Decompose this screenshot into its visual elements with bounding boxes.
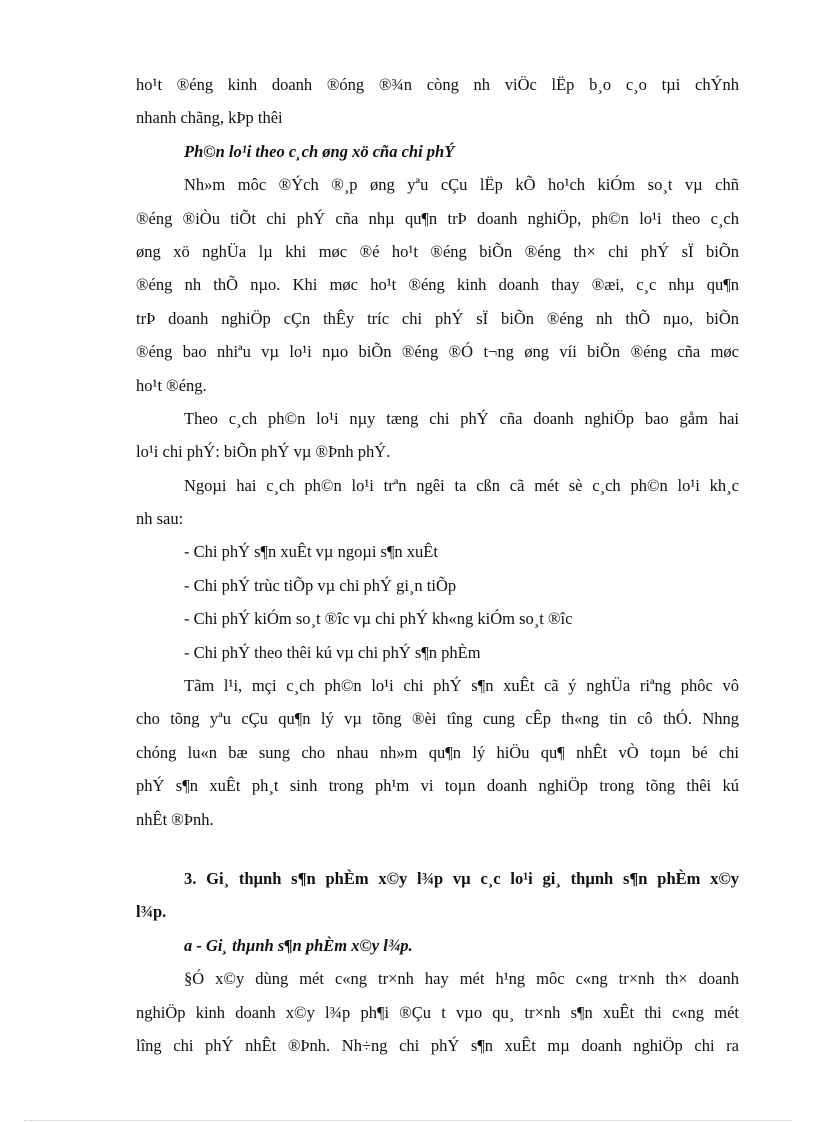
paragraph-line: Nh»m môc ®Ých ®¸p øng yªu cÇu lËp kÕ ho¹ch kiÓm so¸t vµ chñ [184,175,739,195]
paragraph-line: lo¹i chi phÝ: biÕn phÝ vµ ®Þnh phÝ. [136,442,391,462]
paragraph-line: nhÊt ®Þnh. [136,809,214,829]
section-heading-3-continued: l¾p. [136,902,167,922]
subheading-a: a - Gi¸ thµnh s¶n phÈm x©y l¾p. [184,935,413,955]
section-heading-3: 3. Gi¸ thµnh s¶n phÈm x©y l¾p vµ c¸c lo¹i gi¸ thµnh s¶n phÈm x©y [184,868,739,888]
paragraph-line: Ngoµi hai c¸ch ph©n lo¹i trªn ngêi ta cßn cã mét sè c¸ch ph©n lo¹i kh¸c [184,475,739,495]
paragraph-line: ®éng nh thÕ nµo. Khi møc ho¹t ®éng kinh doanh thay ®æi, c¸c nhµ qu¶n [136,275,739,295]
paragraph-line: chóng lu«n bæ sung cho nhau nh»m qu¶n lý hiÖu qu¶ nhÊt vÒ toµn bé chi [136,742,739,762]
paragraph-line: ho¹t ®éng kinh doanh ®óng ®¾n còng nh viÖc lËp b¸o c¸o tµi chÝnh [136,75,739,94]
paragraph-line: ®éng bao nhiªu vµ lo¹i nµo biÕn ®éng ®Ó t¬ng øng víi biÕn ®éng cña møc [136,342,739,362]
paragraph-line: phÝ s¶n xuÊt ph¸t sinh trong ph¹m vi toµn doanh nghiÖp trong tõng thêi kú [136,776,739,796]
paragraph-line: ®éng ®iÒu tiÕt chi phÝ cña nhµ qu¶n trÞ doanh nghiÖp, ph©n lo¹i theo c¸ch [136,208,739,228]
paragraph-line: ho¹t ®éng. [136,375,207,395]
section-gap [136,836,739,862]
paragraph-line: nghiÖp kinh doanh x©y l¾p ph¶i ®Çu t vµo qu¸ tr×nh s¶n xuÊt thi c«ng mét [136,1002,739,1022]
paragraph-line: lîng chi phÝ nhÊt ®Þnh. Nh÷ng chi phÝ s¶n xuÊt mµ doanh nghiÖp chi ra [136,1035,739,1055]
page-bottom-divider [24,1120,792,1121]
list-item: - Chi phÝ theo thêi kú vµ chi phÝ s¶n phÈm [184,642,481,662]
paragraph-line: nh sau: [136,509,184,529]
section-heading-cost-behavior: Ph©n lo¹i theo c¸ch øng xö cña chi phÝ [184,141,455,161]
paragraph-line: Tãm l¹i, mçi c¸ch ph©n lo¹i chi phÝ s¶n xuÊt cã ý nghÜa riªng phôc vô [184,676,739,696]
list-item: - Chi phÝ s¶n xuÊt vµ ngoµi s¶n xuÊt [184,542,438,562]
paragraph-line: cho tõng yªu cÇu qu¶n lý vµ tõng ®èi tîng cung cÊp th«ng tin cô thÓ. Nhng [136,709,739,729]
paragraph-line: §Ó x©y dùng mét c«ng tr×nh hay mét h¹ng môc c«ng tr×nh th× doanh [184,969,739,989]
paragraph-line: trÞ doanh nghiÖp cÇn thÊy tríc chi phÝ sÏ biÕn ®éng nh thÕ nµo, biÕn [136,308,739,328]
document-page [136,68,739,1062]
list-item: - Chi phÝ trùc tiÕp vµ chi phÝ gi¸n tiÕp [184,575,457,595]
paragraph-line: nhanh chãng, kÞp thêi [136,108,283,128]
list-item: - Chi phÝ kiÓm so¸t ®îc vµ chi phÝ kh«ng kiÓm so¸t ®îc [184,609,573,629]
paragraph-line: Theo c¸ch ph©n lo¹i nµy tæng chi phÝ cña doanh nghiÖp bao gåm hai [184,408,739,428]
paragraph-line: øng xö nghÜa lµ khi møc ®é ho¹t ®éng biÕn ®éng th× chi phÝ sÏ biÕn [136,241,739,261]
